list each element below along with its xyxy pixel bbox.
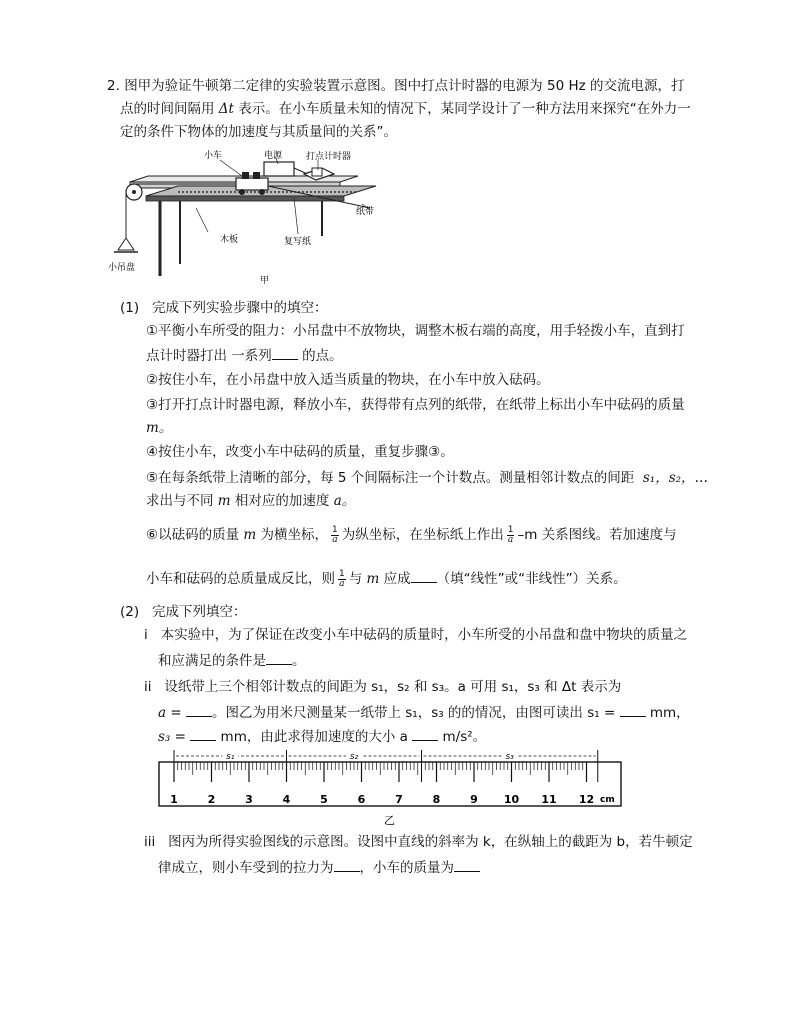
part2-heading-text: 完成下列填空：: [152, 604, 247, 620]
item-ii-c-pre: s₃ =: [158, 729, 186, 745]
ruler-number: 4: [282, 793, 291, 806]
step-6-b-post: 应成: [383, 571, 411, 587]
step-6-b-pre: 小车和砝码的总质量成反比，则: [146, 571, 335, 587]
step-2: ②按住小车，在小吊盘中放入适当质量的物块，在小车中放入砝码。: [146, 372, 550, 388]
blank-s3[interactable]: [190, 726, 216, 741]
step-6-line-b: [146, 568, 627, 589]
cart-shape: [236, 178, 268, 190]
step-6-b-tail: （填“线性”或“非线性”）关系。: [436, 571, 627, 587]
item-ii-line-c: [158, 726, 486, 747]
fraction-1-over-a-3: [338, 570, 346, 589]
step-6-mid3: –m 关系图线。若加速度与: [517, 527, 677, 543]
item-ii-b-pre: a =: [158, 705, 182, 721]
step-1-b-pre: 点计时器打出 一系列: [146, 348, 272, 364]
frac-num-3: 1: [339, 568, 345, 579]
blank-force[interactable]: [334, 857, 360, 872]
step-1-line-b: [146, 345, 343, 366]
label-carbon: 复写纸: [284, 237, 312, 247]
item-iii-b-mid: ，小车的质量为: [359, 860, 454, 876]
item-i-num: i: [144, 627, 148, 643]
part2-num: (2): [120, 604, 140, 620]
step-5-a-text: ⑤在每条纸带上清晰的部分，每 5 个间隔标注一个计数点。测量相邻计数点的间距: [146, 470, 635, 486]
step-5-b-mid: 相对应的加速度: [234, 493, 330, 509]
blank-step6[interactable]: [411, 568, 437, 583]
ruler-number: 8: [432, 793, 441, 806]
label-timer: 打点计时器: [306, 152, 352, 162]
frac-num: 1: [332, 524, 338, 535]
item-iii-a: 图丙为所得实验图线的示意图。设图中直线的斜率为 k，在纵轴上的截距为 b，若牛顿定: [168, 834, 693, 850]
step-5-line-b: [146, 491, 355, 511]
ruler-unit: cm: [600, 795, 615, 805]
intro-line-2: [120, 99, 691, 119]
intro-line-1: 图甲为验证牛顿第二定律的实验装置示意图。图中打点计时器的电源为 50 Hz 的交流电源，打: [124, 78, 685, 94]
segment-label: s₁: [226, 752, 235, 762]
figure-caption-jia: 甲: [260, 276, 270, 286]
item-ii-a: 设纸带上三个相邻计数点的间距为 s₁，s₂ 和 s₃。a 可用 s₁，s₃ 和 Δt 表示为: [164, 679, 622, 695]
step-1-line-a: ①平衡小车所受的阻力：小吊盘中不放物块，调整木板右端的高度，用手轻拨小车，直到打: [146, 323, 685, 339]
item-i-line-b: [158, 650, 306, 671]
item-i-line-a: [144, 625, 687, 645]
item-ii-b-mid: 。图乙为用米尺测量某一纸带上 s₁，s₃ 的的情况，由图可读出 s₁ =: [211, 705, 616, 721]
step-6-mid2: 为纵坐标，在坐标纸上作出: [341, 527, 504, 543]
part2-heading: [120, 602, 247, 622]
step-6-pre: ⑥以砝码的质量: [146, 527, 240, 543]
item-iii-line-a: [144, 832, 693, 852]
item-ii-line-a: [144, 677, 621, 697]
item-i-b-post: 。: [292, 653, 306, 669]
part1-heading-text: 完成下列实验步骤中的填空：: [152, 300, 328, 316]
step-6-line-a: [146, 525, 677, 545]
item-ii-c-mid: mm，由此求得加速度的大小 a: [220, 729, 408, 745]
label-pan: 小吊盘: [108, 263, 136, 273]
item-ii-c-unit: m/s²。: [442, 729, 487, 745]
blank-a-expr[interactable]: [186, 702, 212, 717]
blank-i[interactable]: [266, 650, 292, 665]
part1-num: (1): [120, 300, 140, 316]
apparatus-figure: [108, 146, 378, 286]
intro-text-b: 表示。在小车质量未知的情况下，某同学设计了一种方法用来探究“在外力一: [238, 101, 691, 117]
fraction-1-over-a: [331, 526, 339, 545]
item-i-b-pre: 和应满足的条件是: [158, 653, 266, 669]
ruler-number: 9: [470, 793, 478, 806]
label-cart: 小车: [204, 151, 223, 161]
item-i-a: 本实验中，为了保证在改变小车中砝码的质量时，小车所受的小吊盘和盘中物块的质量之: [160, 627, 688, 643]
ruler-number: 10: [503, 793, 520, 806]
step-3-line-a: ③打开打点计时器电源，释放小车，获得带有点列的纸带，在纸带上标出小车中砝码的质量: [146, 397, 685, 413]
ruler-number: 2: [207, 793, 216, 806]
label-tape: 纸带: [356, 207, 375, 217]
fraction-1-over-a-2: [507, 526, 515, 545]
step-6-b-m: m: [366, 571, 380, 587]
step-6-mid1: 为横坐标，: [260, 527, 329, 543]
blank-mass[interactable]: [454, 857, 480, 872]
step-4: ④按住小车，改变小车中砝码的质量，重复步骤③。: [146, 444, 454, 460]
item-iii-num: iii: [144, 834, 156, 850]
frac-den-3: a: [339, 578, 345, 589]
frac-den-2: a: [507, 534, 514, 545]
label-board: 木板: [220, 235, 239, 245]
frac-den: a: [332, 534, 338, 545]
ruler-number: 12: [578, 793, 595, 806]
intro-text-a: 点的时间间隔用: [120, 101, 215, 117]
segment-label: s₃: [505, 752, 514, 762]
step-1-b-post: 的点。: [302, 348, 343, 364]
question-number: [107, 76, 684, 96]
blank-s1[interactable]: [620, 702, 646, 717]
step-5-b-m: m: [217, 493, 231, 509]
item-ii-line-b: [158, 702, 690, 723]
figure-caption-yi: 乙: [384, 814, 395, 827]
part1-heading: [120, 298, 328, 318]
step-6-b-mid: 与: [348, 571, 363, 587]
intro-line-3: 定的条件下物体的加速度与其质量间的关系”。: [120, 124, 397, 140]
ruler-number: 3: [245, 793, 253, 806]
step-6-m: m: [243, 527, 257, 543]
ruler-number: 6: [357, 793, 366, 806]
step-5-b-a: a。: [333, 493, 356, 509]
item-ii-b-unit: mm，: [649, 705, 690, 721]
step-3-line-b: m。: [146, 420, 173, 436]
step-5-a-end: s₁，s₂，…: [642, 470, 709, 486]
blank-accel[interactable]: [412, 726, 438, 741]
q-num: 2.: [107, 78, 120, 94]
item-ii-num: ii: [144, 679, 152, 695]
dt-symbol: Δt: [218, 101, 234, 117]
item-iii-line-b: [158, 857, 480, 878]
step-5-line-a: [146, 468, 708, 488]
blank-step1[interactable]: [272, 345, 298, 360]
label-power: 电源: [264, 151, 283, 161]
ruler-number: 1: [170, 793, 178, 806]
segment-label: s₂: [349, 752, 359, 762]
ruler-figure: [158, 748, 624, 828]
ruler-number: 5: [320, 793, 328, 806]
ruler-number: 7: [395, 793, 403, 806]
frac-num-2: 1: [507, 524, 514, 535]
ruler-number: 11: [541, 793, 557, 806]
step-5-b-pre: 求出与不同: [146, 493, 214, 509]
item-iii-b-pre: 律成立，则小车受到的拉力为: [158, 860, 334, 876]
